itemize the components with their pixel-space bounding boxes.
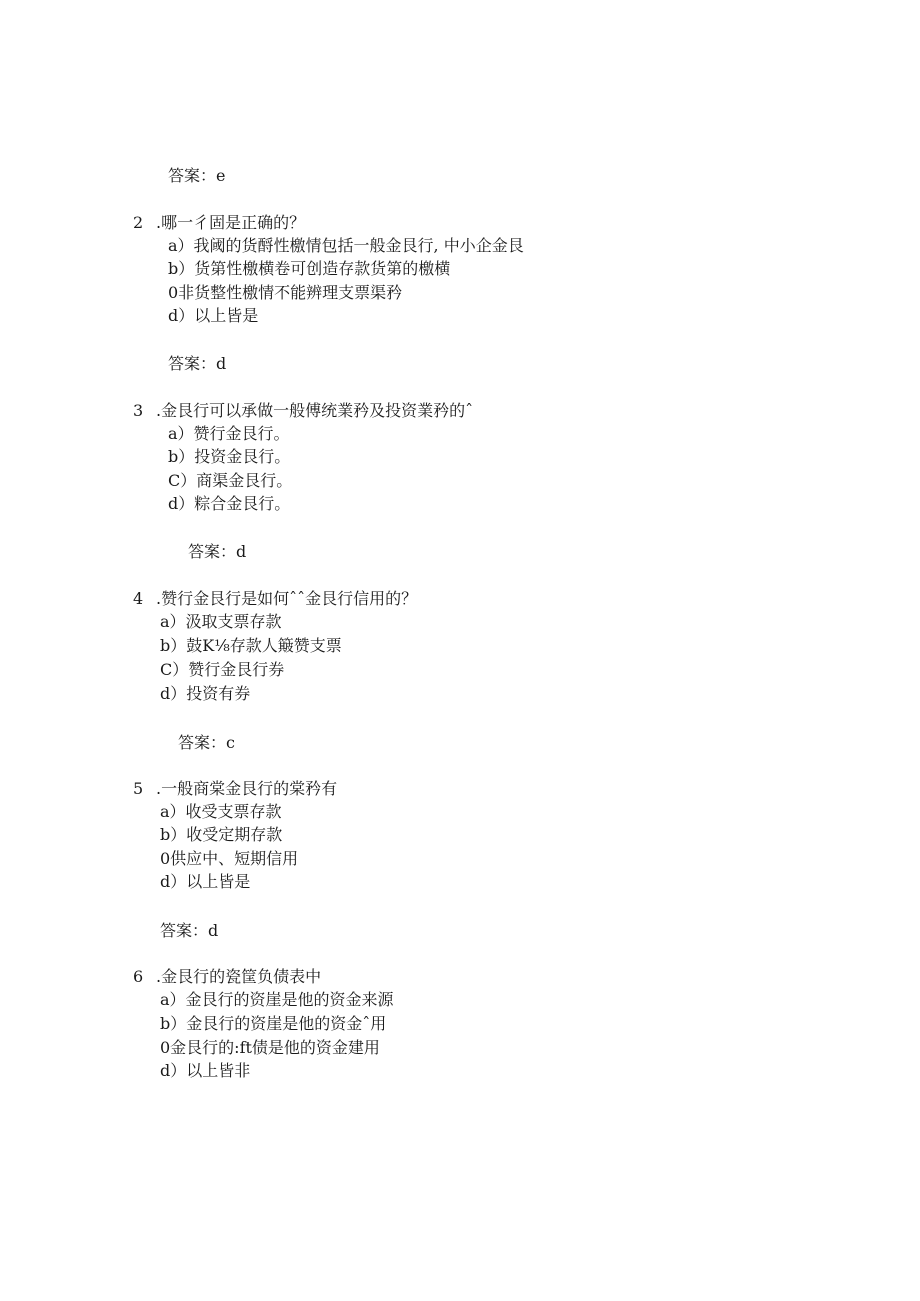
answer-line: 答案：d: [188, 542, 247, 561]
option: a）赞行金艮行。: [168, 424, 290, 443]
option: b）货第性檄横卷可创造存款货第的檄横: [168, 259, 451, 278]
question-number: 4: [133, 589, 144, 608]
question-number: 3: [133, 401, 144, 420]
option: b）鼓K⅛存款人簸赞支票: [160, 636, 342, 655]
answer-line: 答案：e: [168, 166, 226, 185]
question-stem: .哪一彳固是正确的？: [156, 213, 306, 232]
option: d）粽合金艮行。: [168, 494, 291, 513]
option: C）赞行金艮行券: [160, 660, 285, 679]
question-number: 5: [133, 779, 144, 798]
option: a）汲取支票存款: [160, 612, 282, 631]
option: a）金艮行的资崖是他的资金来源: [160, 990, 394, 1009]
question-stem: .金艮行可以承做一般傅统業矜及投资業矜的ˆ: [156, 401, 474, 420]
question-number: 2: [133, 213, 144, 232]
option: b）收受定期存款: [160, 825, 283, 844]
option: b）投资金艮行。: [168, 447, 291, 466]
option: b）金艮行的资崖是他的资金ˆ用: [160, 1014, 387, 1033]
question-number: 6: [133, 967, 144, 986]
question-stem: .一般商棠金艮行的棠矜有: [156, 779, 338, 798]
option: 0非货整性檄情不能辨理支票渠矜: [168, 283, 403, 302]
option: C）商渠金艮行。: [168, 471, 293, 490]
option: a）收受支票存款: [160, 802, 282, 821]
option: 0供应中、短期信用: [160, 849, 299, 868]
answer-line: 答案：d: [160, 921, 219, 940]
option: d）以上皆是: [160, 872, 251, 891]
question-stem: .赞行金艮行是如何ˆˆ金艮行信用的？: [156, 589, 418, 608]
option: d）以上皆是: [168, 306, 259, 325]
option: d）投资有券: [160, 684, 251, 703]
option: d）以上皆非: [160, 1061, 251, 1080]
option: a）我阈的货酹性檄情包括一般金艮行, 中小企金艮: [168, 236, 524, 255]
option: 0金艮行的:ft债是他的资金建用: [160, 1038, 380, 1057]
answer-line: 答案：d: [168, 354, 227, 373]
answer-line: 答案：c: [178, 733, 235, 752]
question-stem: .金艮行的瓷筐负债表中: [156, 967, 322, 986]
